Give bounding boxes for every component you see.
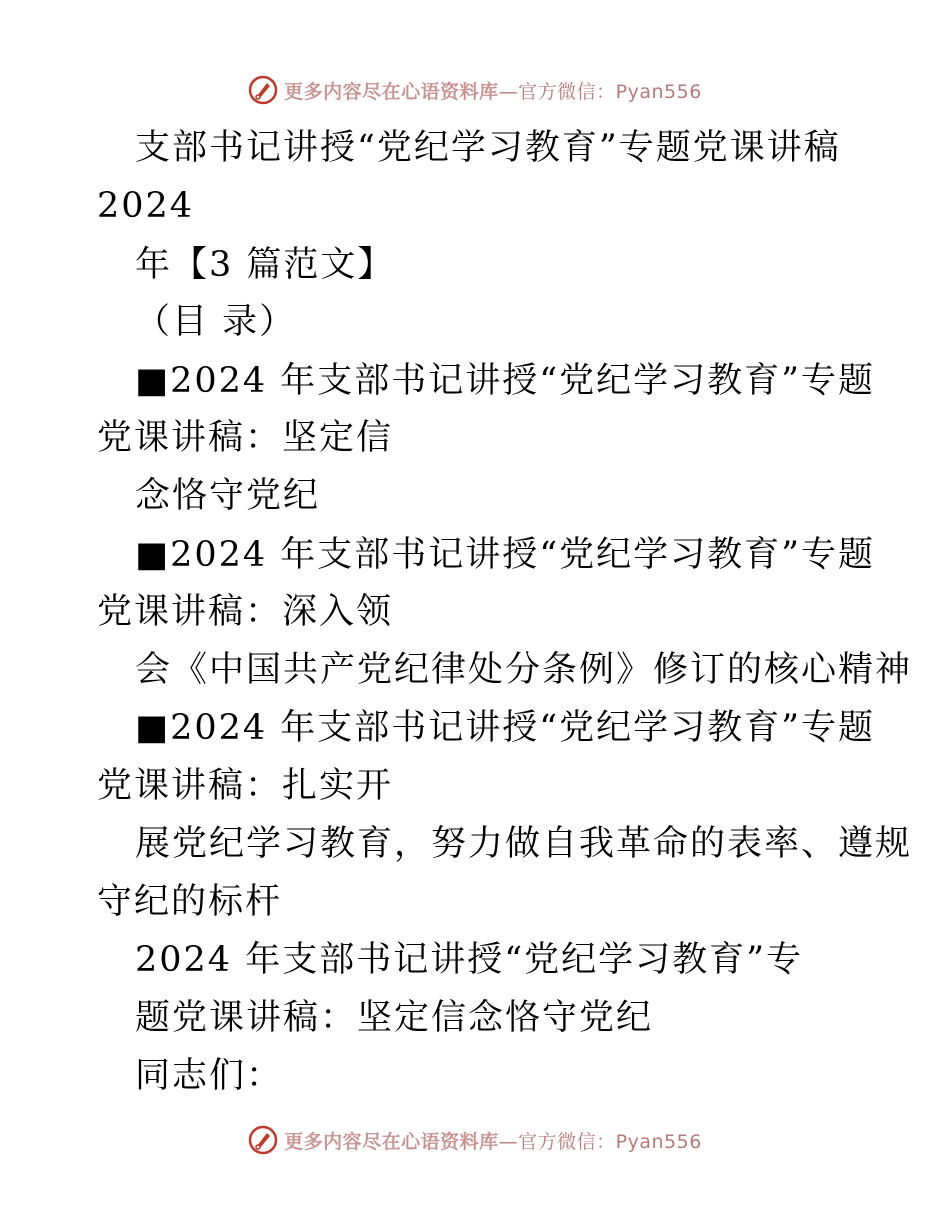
salutation: 同志们： bbox=[135, 1056, 284, 1096]
document-title-line-1: 支部书记讲授“党纪学习教育”专题党课讲稿 bbox=[135, 128, 841, 168]
toc-item-1-line-3: 念恪守党纪 bbox=[135, 476, 321, 516]
toc-item-3-line-3: 展党纪学习教育，努力做自我革命的表率、遵规 bbox=[135, 824, 913, 864]
watermark-contact-text: —官方微信：Pyan556 bbox=[498, 1130, 702, 1153]
watermark-text bbox=[284, 1127, 702, 1154]
toc-item-1-line-1: ■2024 年支部书记讲授“党纪学习教育”专题 bbox=[135, 361, 876, 401]
toc-heading: （目 录） bbox=[135, 302, 297, 342]
watermark-text bbox=[284, 77, 702, 104]
watermark-main-text: 更多内容尽在心语资料库 bbox=[284, 1130, 499, 1153]
watermark-footer bbox=[0, 1120, 950, 1160]
toc-item-3-line-1: ■2024 年支部书记讲授“党纪学习教育”专题 bbox=[135, 708, 876, 748]
toc-item-3-line-4: 守纪的标杆 bbox=[97, 882, 283, 922]
toc-item-3-line-2: 党课讲稿：扎实开 bbox=[97, 766, 394, 806]
pen-nib-logo-icon bbox=[248, 75, 278, 105]
toc-item-2-line-1: ■2024 年支部书记讲授“党纪学习教育”专题 bbox=[135, 535, 876, 575]
watermark-header bbox=[0, 70, 950, 110]
pen-nib-logo-icon bbox=[248, 1125, 278, 1155]
toc-item-1-line-2: 党课讲稿：坚定信 bbox=[97, 418, 394, 458]
toc-item-2-line-3: 会《中国共产党纪律处分条例》修订的核心精神 bbox=[135, 650, 913, 690]
watermark-contact-text: —官方微信：Pyan556 bbox=[498, 80, 702, 103]
document-title-line-2: 2024 bbox=[97, 186, 195, 226]
toc-item-2-line-2: 党课讲稿：深入领 bbox=[97, 592, 394, 632]
section-title-line-1: 2024 年支部书记讲授“党纪学习教育”专 bbox=[135, 940, 803, 980]
section-title-line-2: 题党课讲稿：坚定信念恪守党纪 bbox=[135, 998, 654, 1038]
document-title-line-3: 年【3 篇范文】 bbox=[135, 245, 395, 285]
watermark-main-text: 更多内容尽在心语资料库 bbox=[284, 80, 499, 103]
